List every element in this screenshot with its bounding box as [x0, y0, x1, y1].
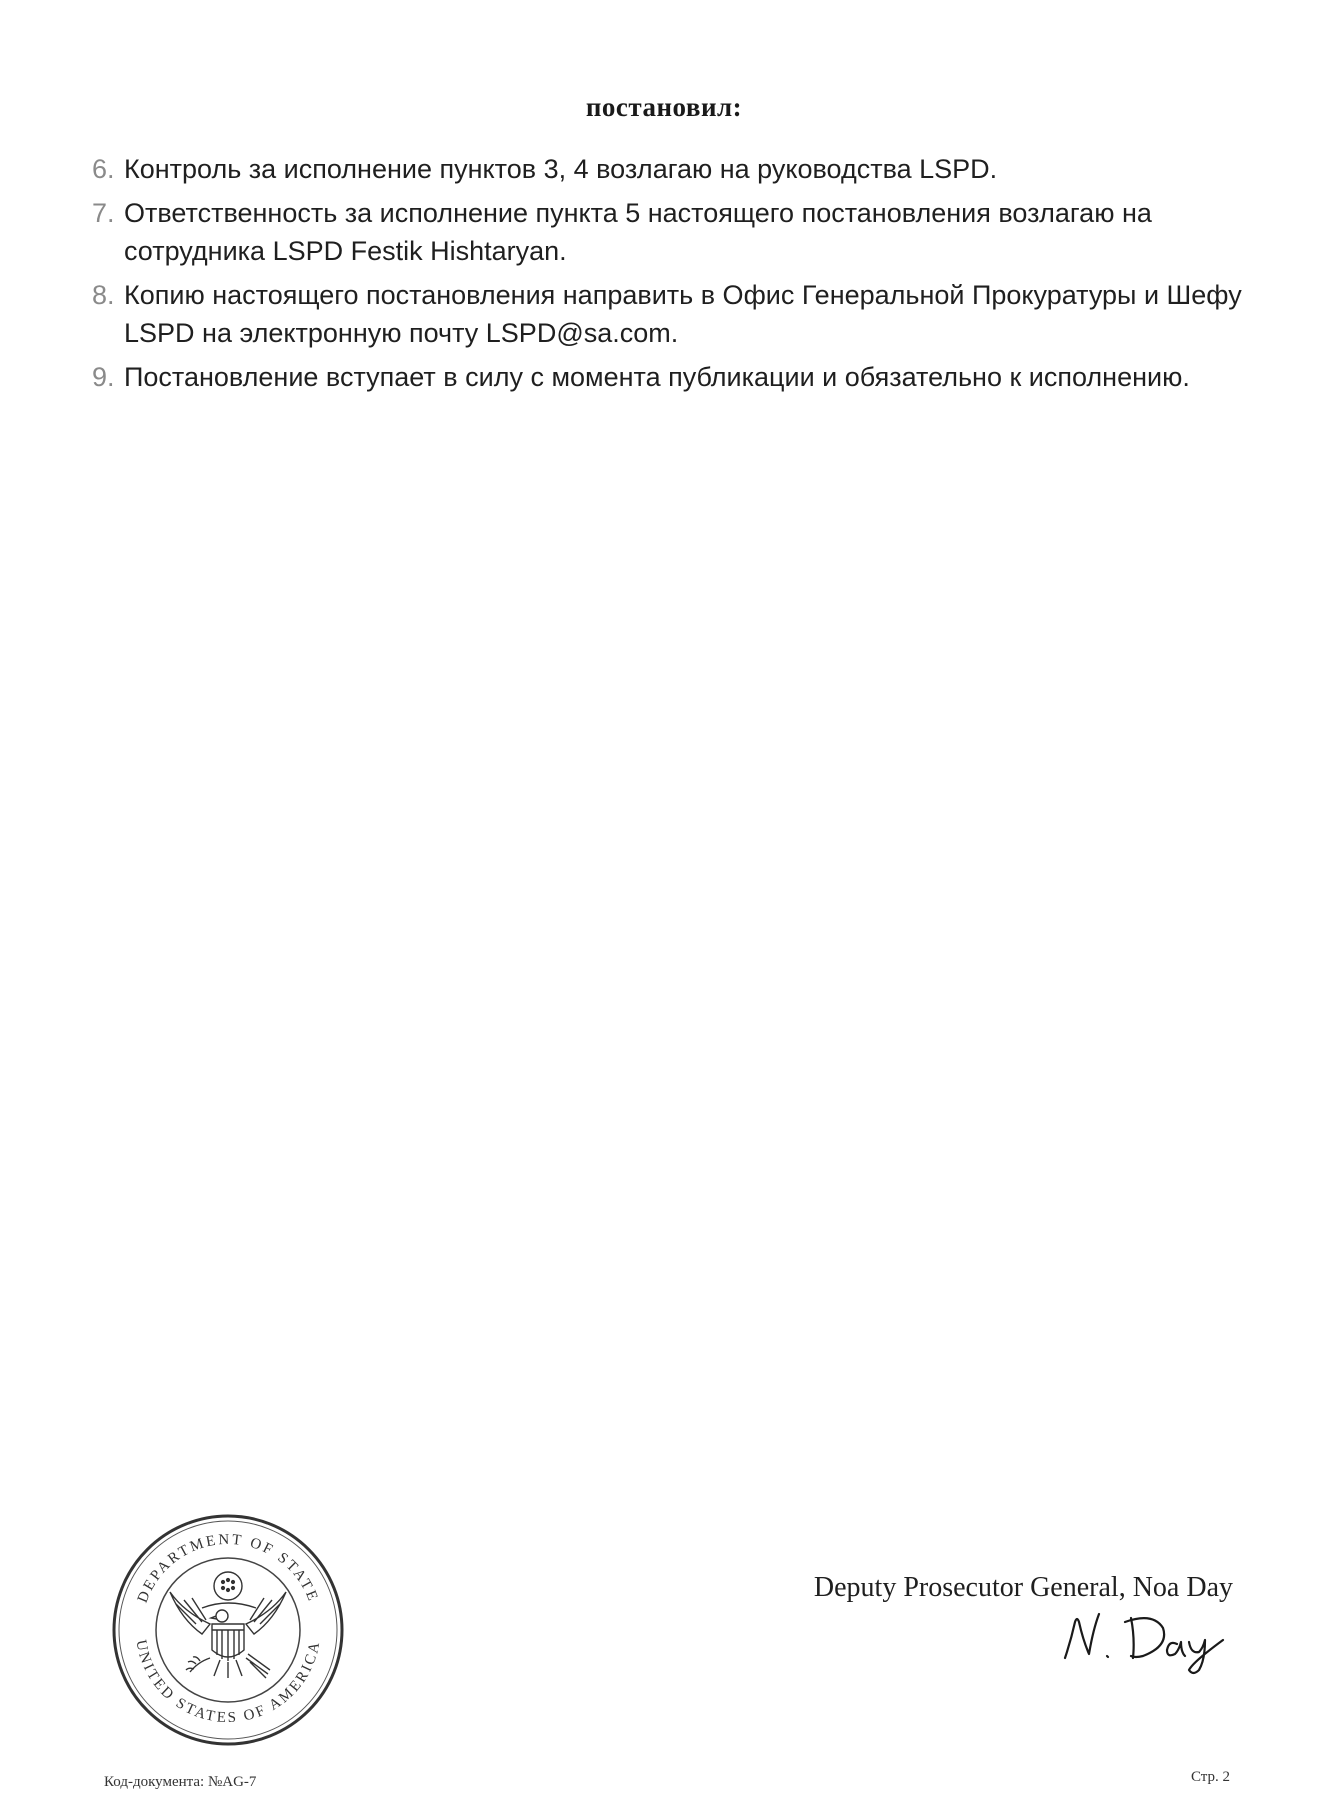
resolution-heading: постановил: — [585, 92, 743, 122]
clause-item — [92, 358, 1252, 396]
clause-text: Ответственность за исполнение пункта 5 настоящего постановления возлагаю на сотрудника LSPD Festik Hishtaryan. — [124, 198, 1152, 266]
page-number: Стр. 2 — [1190, 1769, 1230, 1785]
clause-item — [92, 150, 1252, 188]
clause-list — [92, 150, 1252, 402]
clause-text: Постановление вступает в силу с момента публикации и обязательно к исполнению. — [124, 362, 1190, 392]
clause-text: Контроль за исполнение пунктов 3, 4 возлагаю на руководства LSPD. — [124, 154, 998, 184]
clause-text: Копию настоящего постановления направить в Офис Генеральной Прокуратуры и Шефу LSPD на электронную почту LSPD@sa.com. — [124, 280, 1242, 348]
seal-bottom-text: UNITED STATES OF AMERICA — [132, 1638, 324, 1727]
department-of-state-seal — [110, 1512, 346, 1748]
clause-number: 8. — [92, 280, 115, 310]
clause-number: 6. — [92, 154, 115, 184]
clause-item — [92, 276, 1252, 352]
clause-number: 7. — [92, 198, 115, 228]
great-seal-eagle-icon — [170, 1572, 286, 1678]
document-code: Код-документа: №AG-7 — [104, 1774, 257, 1790]
signer-title: Deputy Prosecutor General, Noa Day — [813, 1572, 1233, 1603]
seal-top-text: DEPARTMENT OF STATE — [134, 1531, 322, 1606]
handwritten-signature — [1053, 1600, 1233, 1676]
clause-item — [92, 194, 1252, 270]
clause-number: 9. — [92, 362, 115, 392]
